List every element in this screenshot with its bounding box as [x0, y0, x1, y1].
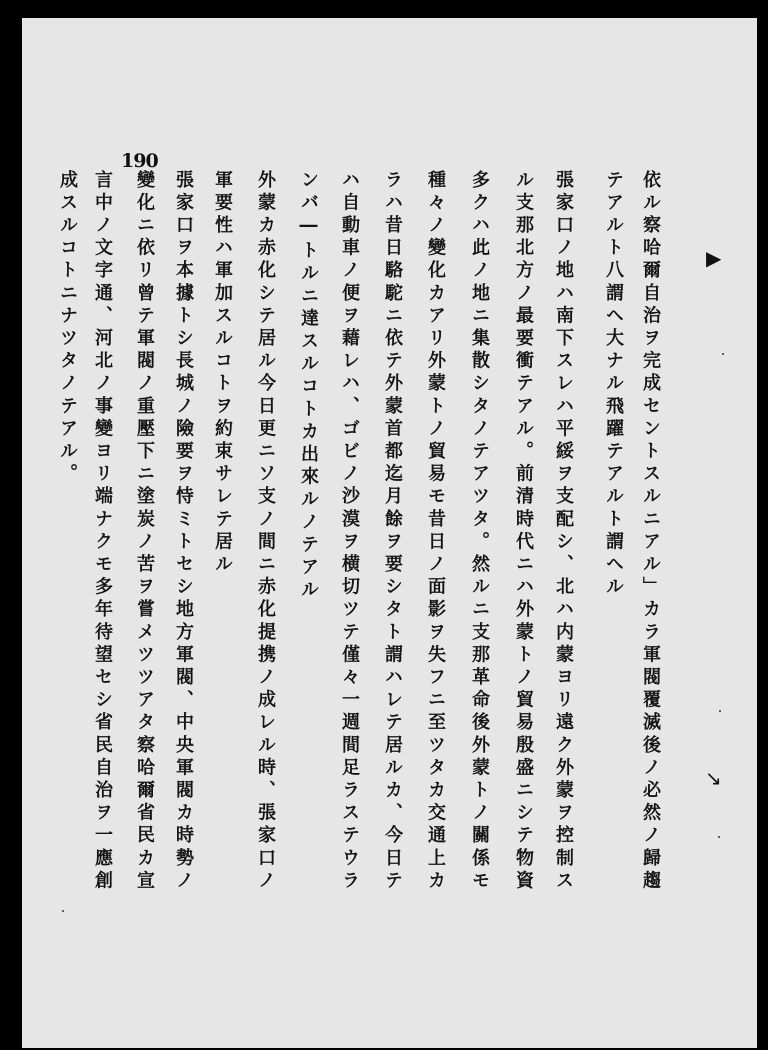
text-column: ラハ昔日駱駝ニ依テ外蒙首都迄月餘ヲ要シタト謂ハレテ居ルカ、今日テ	[382, 170, 403, 894]
text-column: ハ自動車ノ便ヲ藉レハ、ゴビノ沙漠ヲ横切ツテ僅々一週間足ラステウラ	[339, 170, 360, 894]
text-column: 變化ニ依リ曾テ軍閥ノ重壓下ニ塗炭ノ苦ヲ嘗メツツアタ察哈爾省民カ宣	[134, 170, 155, 894]
text-column: テアルト八謂ヘ大ナル飛躍テアルト謂ヘル	[603, 170, 624, 600]
text-column: 言中ノ文字通、河北ノ事變ヨリ端ナクモ多年待望セシ省民自治ヲ一應創	[92, 170, 113, 894]
text-column: ンバ―トルニ達スルコトカ出來ルノテアル	[298, 170, 319, 603]
speck	[62, 910, 64, 912]
text-column: ル支那北方ノ最要衝テアル。前清時代ニハ外蒙トノ貿易殷盛ニシテ物資	[513, 170, 534, 894]
text-column: 軍要性ハ軍加スルコトヲ約束サレテ居ル	[212, 170, 233, 577]
text-column: 依ル察哈爾自治ヲ完成セントスルニアル」カラ軍閥覆滅後ノ必然ノ歸趨	[640, 170, 661, 894]
text-column: 成スルコトニナツタノテアル。	[57, 170, 78, 487]
speck	[719, 710, 721, 712]
page-number: 190	[121, 150, 158, 172]
speck	[718, 836, 720, 838]
text-column: 種々ノ變化カアリ外蒙トノ貿易モ昔日ノ面影ヲ失フニ至ツタカ交通上カ	[425, 170, 446, 894]
text-column: 外蒙カ赤化シテ居ル今日更ニソ支ノ間ニ赤化提携ノ成レル時、張家口ノ	[255, 170, 276, 894]
text-column: 張家口ノ地ハ南下スレハ平綏ヲ支配シ、北ハ内蒙ヨリ遠ク外蒙ヲ控制ス	[553, 170, 574, 894]
document-page	[22, 18, 757, 1048]
arrow-mark-icon: ▶	[706, 246, 722, 270]
speck	[722, 353, 724, 355]
hook-mark-icon: ↘	[705, 766, 722, 790]
text-column: 多クハ此ノ地ニ集散シタノテアツタ。然ルニ支那革命後外蒙トノ關係モ	[469, 170, 490, 894]
text-column: 張家口ヲ本據トシ長城ノ險要ヲ恃ミトセシ地方軍閥、中央軍閥カ時勢ノ	[173, 170, 194, 894]
